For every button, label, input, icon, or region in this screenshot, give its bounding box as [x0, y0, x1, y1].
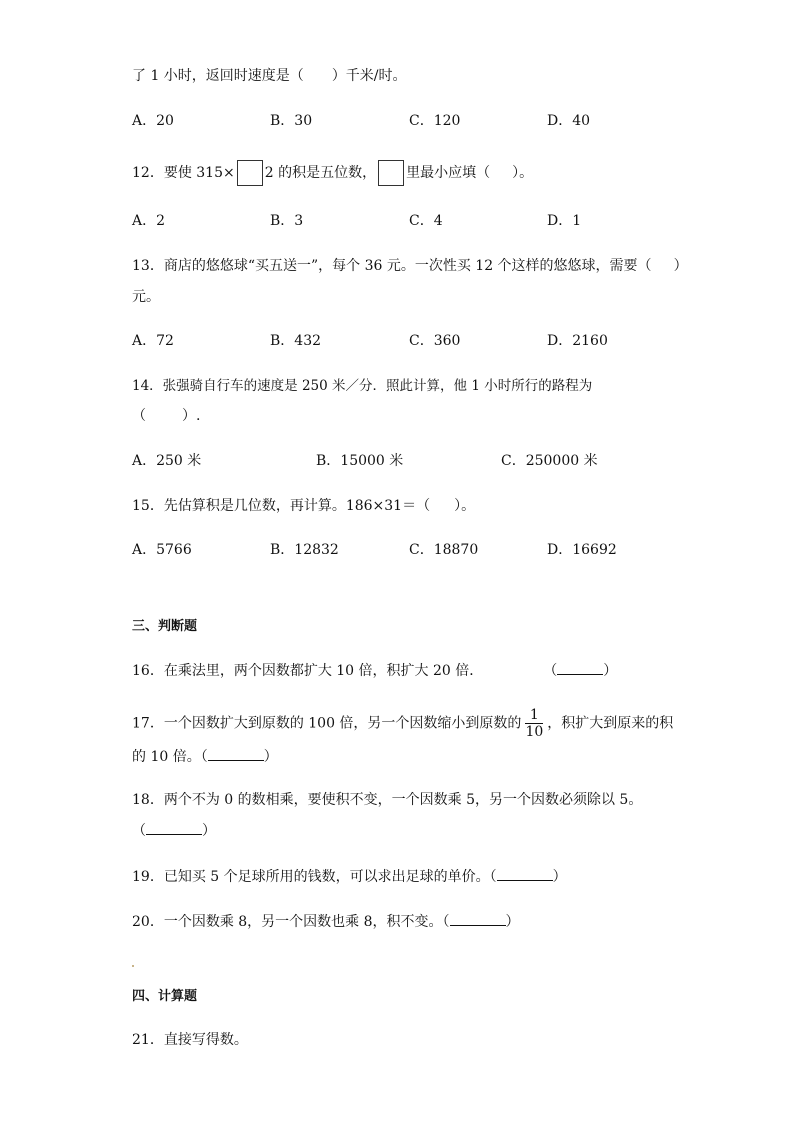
question-14-line-2 [132, 406, 200, 426]
option-b[interactable]: B．15000 米 [316, 453, 404, 469]
fraction-numerator: 1 [525, 707, 543, 724]
paren: ） [552, 869, 567, 885]
question-text: 15．先估算积是几位数，再计算。186×31＝（ [132, 498, 431, 514]
fraction-denominator: 10 [525, 724, 544, 740]
question-17-line-1 [132, 707, 673, 740]
question-text: 20．一个因数乘 8，另一个因数也乘 8，积不变。（ [132, 914, 450, 930]
question-text: ）。 [454, 498, 476, 514]
question-11-line [132, 66, 407, 86]
question-text: 12．要使 315× [132, 165, 235, 181]
option-d[interactable]: D．1 [547, 213, 582, 229]
option-d[interactable]: D．2160 [547, 333, 608, 349]
paren: ） [603, 663, 618, 679]
option-b[interactable]: B．30 [270, 113, 313, 129]
question-text: 17．一个因数扩大到原数的 100 倍，另一个因数缩小到原数的 [132, 715, 522, 732]
question-text: 2 的积是五位数， [264, 165, 377, 181]
option-c[interactable]: C．360 [409, 333, 461, 349]
option-a[interactable]: A．2 [132, 213, 166, 229]
option-a[interactable]: A．250 米 [132, 453, 202, 469]
paren: ） [202, 823, 216, 839]
answer-blank[interactable] [208, 746, 264, 761]
paren: ） [505, 914, 520, 930]
question-text: （ [132, 408, 146, 424]
option-b[interactable]: B．3 [270, 213, 304, 229]
blank-box [378, 160, 404, 186]
fraction [525, 707, 543, 740]
question-text: ，积扩大到原来的积 [547, 715, 674, 732]
paren: （ [543, 663, 558, 679]
question-13-line-1 [132, 256, 688, 276]
question-14-line-1: 14．张强骑自行车的速度是 250 米／分．照此计算，他 1 小时所行的路程为 [132, 378, 593, 394]
answer-blank[interactable] [497, 866, 553, 881]
option-b[interactable]: B．432 [270, 333, 322, 349]
question-17-line-2 [132, 746, 278, 767]
option-c[interactable]: C．120 [409, 113, 461, 129]
option-a[interactable]: A．5766 [132, 542, 192, 558]
option-a[interactable]: A．72 [132, 333, 174, 349]
blank-box [237, 160, 263, 186]
question-16 [132, 660, 617, 681]
option-d[interactable]: D．16692 [547, 542, 617, 558]
answer-blank[interactable] [146, 820, 202, 835]
section-heading-judgement: 三、判断题 [132, 619, 198, 634]
answer-blank[interactable] [557, 660, 603, 675]
option-d[interactable]: D．40 [547, 113, 591, 129]
question-text: 了 1 小时，返回时速度是（ [132, 68, 304, 84]
question-text: ）。 [512, 165, 534, 181]
paren: ） [263, 749, 278, 765]
option-c[interactable]: C．18870 [409, 542, 479, 558]
question-text: 16．在乘法里，两个因数都扩大 10 倍，积扩大 20 倍． [132, 663, 484, 679]
question-15 [132, 496, 475, 516]
question-18-line-1: 18．两个不为 0 的数相乘，要使积不变，一个因数乘 5，另一个因数必须除以 5。 [132, 792, 643, 808]
answer-blank[interactable] [450, 911, 506, 926]
option-c[interactable]: C．4 [409, 213, 443, 229]
question-20 [132, 911, 520, 932]
question-18-line-2 [132, 820, 216, 841]
option-c[interactable]: C．250000 米 [501, 453, 598, 469]
question-text: ）. [182, 408, 201, 424]
question-text: 里最小应填（ [406, 165, 491, 181]
option-a[interactable]: A．20 [132, 113, 174, 129]
question-21: 21．直接写得数。 [132, 1032, 248, 1048]
option-b[interactable]: B．12832 [270, 542, 339, 558]
question-text: ）千米/时。 [331, 68, 407, 84]
question-text: 19．已知买 5 个足球所用的钱数，可以求出足球的单价。（ [132, 869, 497, 885]
question-text: 13．商店的悠悠球“买五送一”，每个 36 元。一次性买 12 个这样的悠悠球，需要（ [132, 258, 652, 274]
question-19 [132, 866, 567, 887]
question-13-line-2: 元。 [132, 289, 160, 305]
section-heading-calculation: 四、计算题 [132, 989, 198, 1004]
paren: （ [132, 823, 146, 839]
question-text: 的 10 倍。（ [132, 749, 208, 765]
question-12 [132, 160, 533, 186]
question-text: ） [673, 258, 688, 274]
stray-mark [132, 965, 134, 967]
